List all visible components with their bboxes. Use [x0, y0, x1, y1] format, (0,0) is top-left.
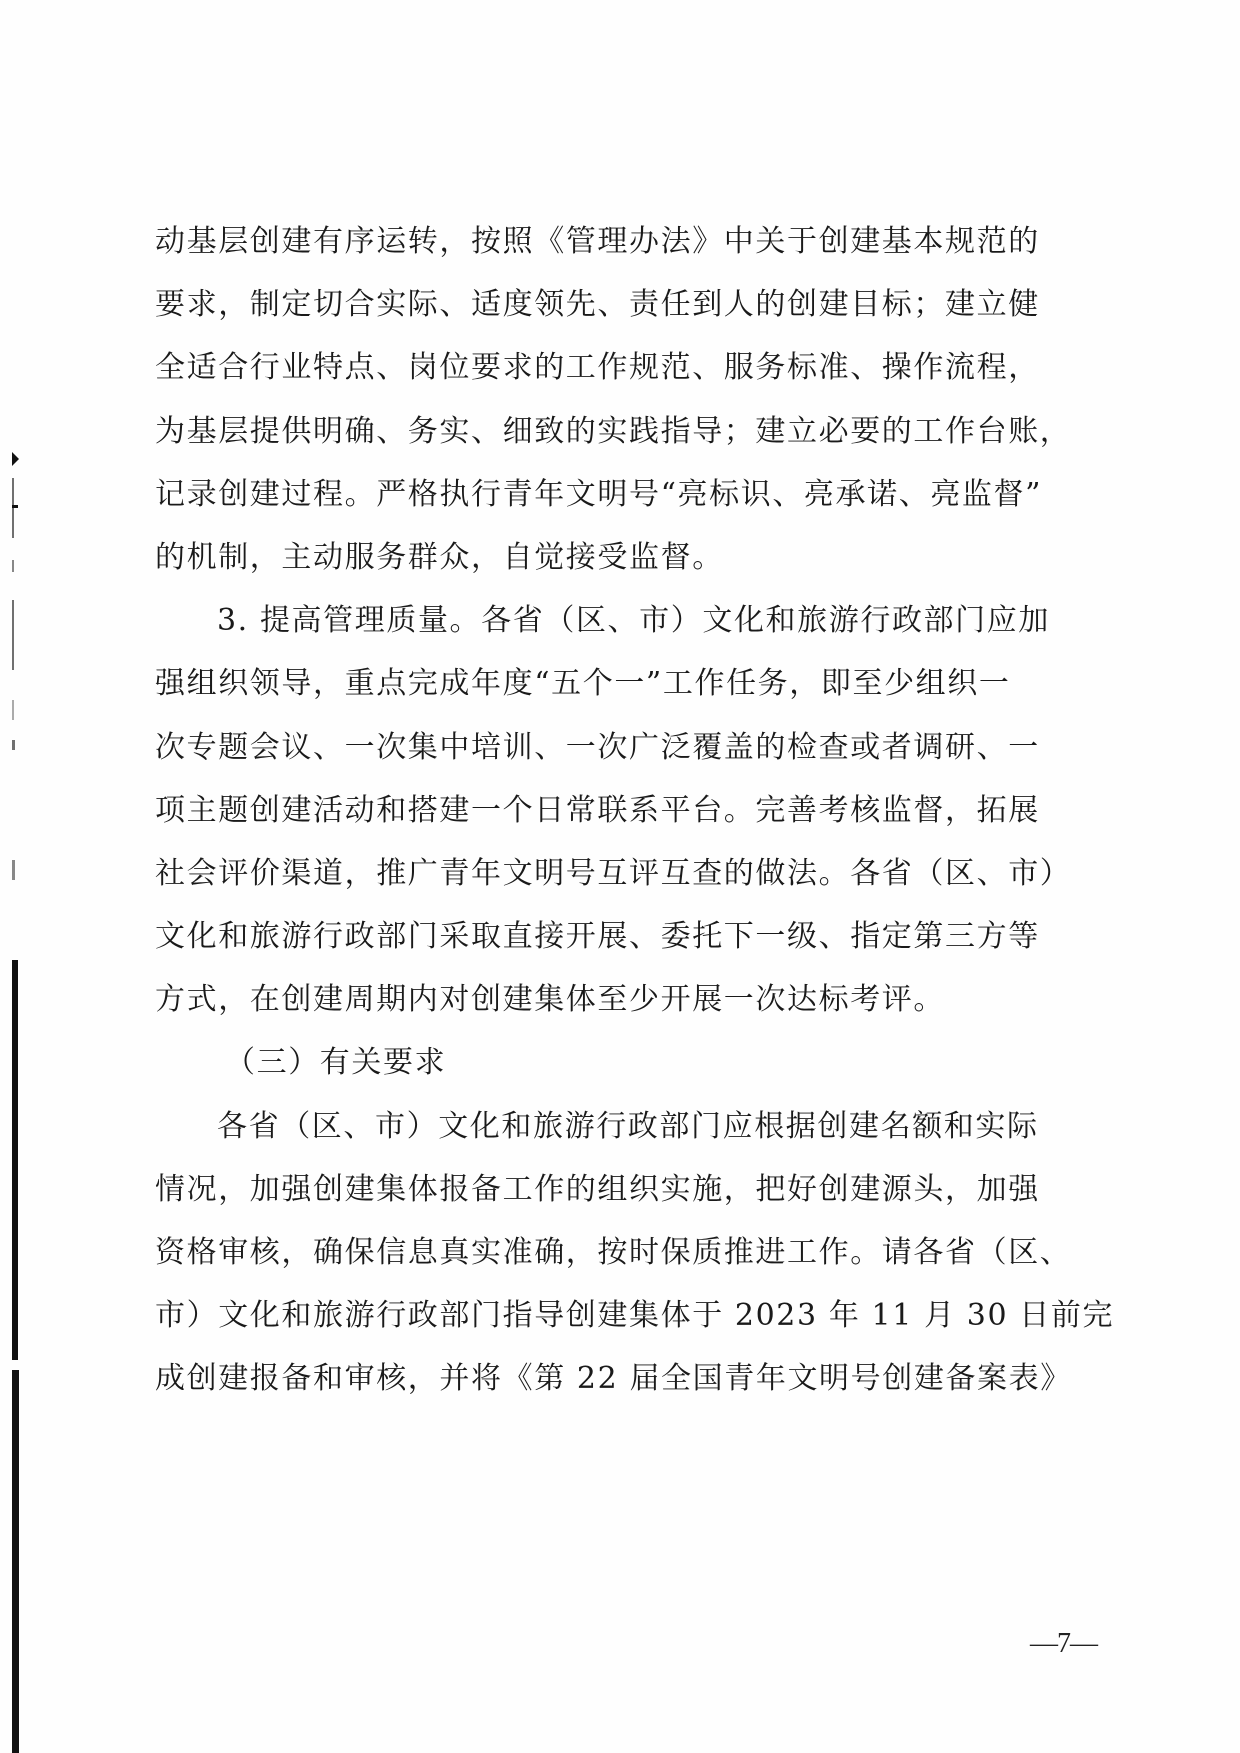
text-line: 次专题会议、一次集中培训、一次广泛覆盖的检查或者调研、一 — [155, 729, 1040, 765]
scan-mark — [12, 700, 14, 720]
scan-mark — [12, 600, 14, 670]
section-heading: （三）有关要求 — [225, 1045, 447, 1081]
text-line: 资格审核，确保信息真实准确，按时保质推进工作。请各省（区、 — [155, 1235, 1072, 1270]
scan-mark — [12, 505, 18, 508]
scan-bar — [12, 960, 18, 1360]
text-line: 要求，制定切合实际、适度领先、责任到人的创建目标；建立健 — [155, 287, 1040, 323]
scan-mark — [12, 560, 14, 572]
text-line: 方式，在创建周期内对创建集体至少开展一次达标考评。 — [155, 982, 945, 1018]
text-line: 市）文化和旅游行政部门指导创建集体于 2023 年 11 月 30 日前完 — [155, 1298, 1115, 1334]
text-line: 为基层提供明确、务实、细致的实践指导；建立必要的工作台账， — [155, 413, 1072, 449]
text-line: 全适合行业特点、岗位要求的工作规范、服务标准、操作流程， — [155, 350, 1040, 386]
text-line: 情况，加强创建集体报备工作的组织实施，把好创建源头，加强 — [155, 1171, 1040, 1207]
scan-mark — [12, 478, 14, 538]
text-line: 文化和旅游行政部门采取直接开展、委托下一级、指定第三方等 — [155, 919, 1040, 955]
scan-mark — [12, 860, 15, 880]
page-number: —7— — [1030, 1628, 1097, 1659]
text-line: 成创建报备和审核，并将《第 22 届全国青年文明号创建备案表》 — [155, 1361, 1072, 1397]
scan-edge-artifact — [0, 0, 30, 1753]
text-line: 的机制，主动服务群众，自觉接受监督。 — [155, 539, 724, 575]
scan-mark — [12, 740, 15, 750]
body-text — [155, 210, 1115, 1411]
text-line: 记录创建过程。严格执行青年文明号“亮标识、亮承诺、亮监督” — [155, 476, 1043, 512]
text-line: 强组织领导，重点完成年度“五个一”工作任务，即至少组织一 — [155, 666, 1011, 702]
text-line: 社会评价渠道，推广青年文明号互评互查的做法。各省（区、市） — [155, 855, 1072, 891]
text-line: 3. 提高管理质量。各省（区、市）文化和旅游行政部门应加 — [217, 603, 1050, 639]
scan-mark — [12, 452, 19, 466]
text-line: 各省（区、市）文化和旅游行政部门应根据创建名额和实际 — [217, 1108, 1039, 1144]
text-line: 项主题创建活动和搭建一个日常联系平台。完善考核监督，拓展 — [155, 792, 1040, 828]
scan-bar — [12, 1370, 19, 1753]
text-line: 动基层创建有序运转，按照《管理办法》中关于创建基本规范的 — [155, 224, 1040, 259]
